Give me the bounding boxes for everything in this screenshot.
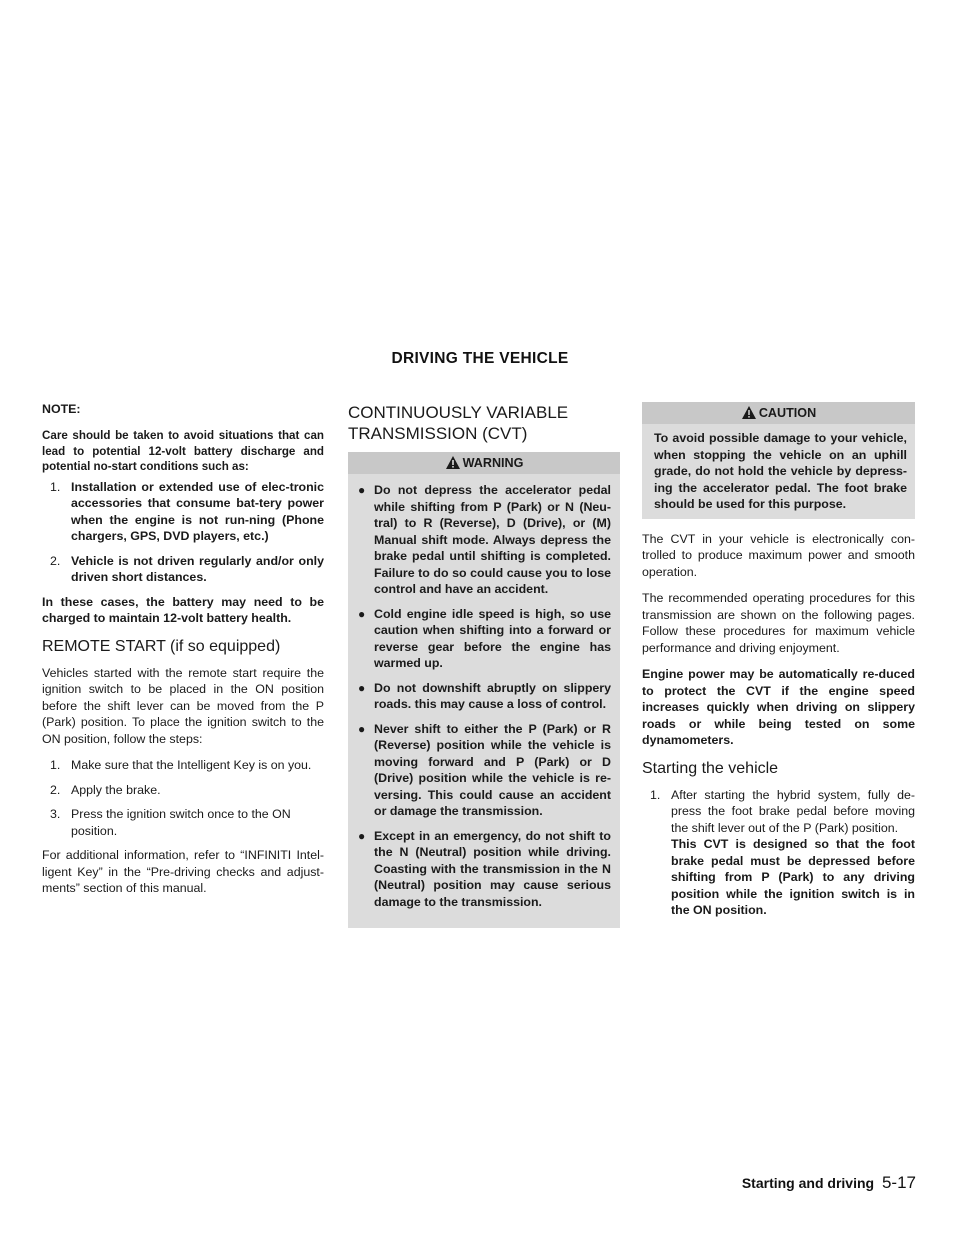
page-footer xyxy=(742,1173,916,1193)
caution-text: To avoid possible damage to your vehicle, when stopping the vehicle on an uphill grade, do not hold the vehicle by depress-ing the accelerator pedal. The foot brake should be used for this purpose. xyxy=(654,431,907,511)
bullet-icon: ● xyxy=(358,483,366,497)
list-item: 2. Vehicle is not driven regularly and/or only driven short distances. xyxy=(50,553,324,584)
chapter-title: Starting and driving xyxy=(741,1175,875,1191)
list-item: 1. Installation or extended use of elec-tronic accessories that consume bat-tery power when the engine is not run-ning (Phone chargers, GPS, DVD players, etc.) xyxy=(50,479,324,543)
bullet-icon: ● xyxy=(358,828,366,843)
list-item: 1. After starting the hybrid system, fully de-press the foot brake pedal before moving the shift lever out of the P (Park) position. This CVT is designed so that the foot brake pedal must be depressed before shifting from P (Park) to any driving position while the ignition switch is in the ON position. xyxy=(650,787,915,917)
list-item: 3. Press the ignition switch once to the ON position. xyxy=(50,807,291,838)
column-left xyxy=(42,402,324,907)
remote-start-more-info: For additional information, refer to “INFINITI Intel-ligent Key” in the “Pre-driving checks and adjust-ments” section of this manual. xyxy=(42,848,324,895)
warning-triangle-icon xyxy=(445,455,461,477)
list-item: 2. Apply the brake. xyxy=(50,782,161,797)
bullet-icon: ● xyxy=(358,680,366,695)
page-number: 5-17 xyxy=(881,1173,916,1192)
column-middle xyxy=(348,402,620,928)
list-item: ● Cold engine idle speed is high, so use caution when shifting into a forward or reverse gear before the engine has warmed up. xyxy=(358,606,611,670)
warning-box xyxy=(348,452,620,928)
bullet-icon: ● xyxy=(358,721,366,736)
starting-vehicle-heading: Starting the vehicle xyxy=(642,759,779,777)
remote-start-intro: Vehicles started with the remote start require the ignition switch to be placed in the ON position before the shift lever can be moved from the P (Park) position. To place the ignition switch to the ON position, follow the steps: xyxy=(42,665,324,746)
note-conclusion: In these cases, the battery may need to be charged to maintain 12-volt battery health. xyxy=(42,594,324,625)
note-label: NOTE: xyxy=(42,402,81,416)
bullet-icon: ● xyxy=(358,606,366,621)
column-right xyxy=(642,402,915,927)
list-item: ● Except in an emergency, do not shift to the N (Neutral) position while driving. Coasting with the transmission in the N (Neutral) position may cause serious damage to the transmission. xyxy=(358,828,611,909)
remote-start-heading: REMOTE START (if so equipped) xyxy=(42,637,281,655)
section-header: DRIVING THE VEHICLE xyxy=(391,350,569,367)
starting-steps xyxy=(642,787,915,919)
caution-title: CAUTION xyxy=(642,402,915,424)
warning-title: WARNING xyxy=(348,452,620,474)
cvt-para-1: The CVT in your vehicle is electronically con-trolled to produce maximum power and smooth operation. xyxy=(642,531,915,579)
warning-list xyxy=(348,482,620,910)
cvt-para-2: The recommended operating procedures for this transmission are shown on the following pages. Follow these procedures for maximum vehicle performance and driving enjoyment. xyxy=(642,591,915,655)
list-item: ● Do not downshift abruptly on slippery roads. this may cause a loss of control. xyxy=(358,680,611,711)
list-item: 1. Make sure that the Intelligent Key is on you. xyxy=(50,758,312,772)
list-item: ● Never shift to either the P (Park) or R (Reverse) position while the vehicle is moving forward and P (Park) or D (Drive) position while the vehicle is re-versing. This could cause an accident or damage the transmission. xyxy=(358,721,611,818)
list-item: ● Do not depress the accelerator pedal while shifting from P (Park) or N (Neu-tral) to R (Reverse), D (Drive), or (M) Manual shift mode. Always depress the brake pedal until shifting is completed. Failure to do so could cause you to lose control and have an accident. xyxy=(358,483,611,596)
warning-triangle-icon xyxy=(741,405,757,427)
cvt-heading: CONTINUOUSLY VARIABLE TRANSMISSION (CVT) xyxy=(348,403,569,443)
caution-box xyxy=(642,402,915,519)
cvt-para-3: Engine power may be automatically re-duced to protect the CVT if the engine speed increases quickly when driving on slippery roads or while being tested on some dynamometers. xyxy=(642,667,915,747)
note-text: Care should be taken to avoid situations that can lead to potential 12-volt battery discharge and potential no-start conditions such as: xyxy=(42,429,324,473)
remote-start-steps xyxy=(42,757,324,839)
note-list xyxy=(42,479,324,586)
